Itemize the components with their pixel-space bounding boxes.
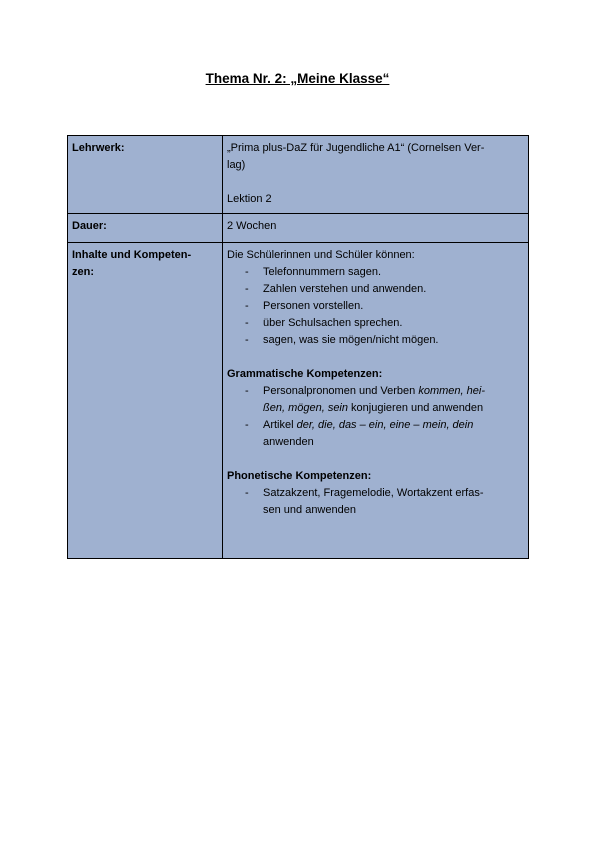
row-value-inhalte: [223, 243, 529, 559]
grammar-1-text-a: Personalpronomen und Verben: [263, 385, 419, 397]
row-value-lehrwerk: [223, 136, 529, 214]
grammar-2-text-a: Artikel: [263, 419, 297, 431]
list-item: - über Schulsachen sprechen.: [227, 315, 522, 332]
grammar-heading: Grammatische Kompetenzen:: [227, 368, 383, 380]
phonetic-list: [227, 485, 522, 519]
phonetic-1-line1: Satzakzent, Fragemelodie, Wortakzent erfas-: [263, 487, 484, 499]
textbook-lesson: Lektion 2: [227, 193, 272, 205]
phonetic-1-line2: sen und anwenden: [263, 504, 356, 516]
grammar-list: [227, 383, 522, 451]
list-item: - Telefonnummern sagen.: [227, 264, 522, 281]
phonetic-heading: Phonetische Kompetenzen:: [227, 470, 372, 482]
row-label-inhalte: [68, 243, 223, 559]
list-item: - Personen vorstellen.: [227, 298, 522, 315]
list-item: - sagen, was sie mögen/nicht mögen.: [227, 332, 522, 349]
table-row-lehrwerk: [68, 136, 529, 214]
grammar-2-italic-a: der, die, das – ein, eine – mein, dein: [296, 419, 474, 431]
list-item: - Zahlen verstehen und anwenden.: [227, 281, 522, 298]
textbook-title-line1: „Prima plus-DaZ für Jugendliche A1“ (Cornelsen Ver-: [227, 142, 485, 154]
grammar-1-italic-b: ßen, mögen, sein: [263, 402, 348, 414]
row-label-dauer: Dauer:: [68, 214, 223, 243]
row-value-dauer: 2 Wochen: [223, 214, 529, 243]
textbook-title-line2: lag): [227, 159, 246, 171]
lesson-plan-table: [67, 135, 529, 559]
page-title: Thema Nr. 2: „Meine Klasse“: [205, 71, 390, 86]
grammar-1-text-b: konjugieren und anwenden: [348, 402, 484, 414]
table-row-inhalte: [68, 243, 529, 559]
list-item: [227, 383, 522, 417]
inhalte-label-line1: Inhalte und Kompeten-: [72, 249, 192, 261]
inhalte-label-line2: zen:: [72, 266, 94, 278]
skills-list: [227, 264, 522, 349]
table-row-dauer: [68, 214, 529, 243]
list-item: [227, 485, 522, 519]
grammar-1-italic-a: kommen, hei-: [418, 385, 485, 397]
list-item: [227, 417, 522, 451]
competences-intro: Die Schülerinnen und Schüler können:: [227, 249, 415, 261]
grammar-2-text-b: anwenden: [263, 436, 314, 448]
row-label-lehrwerk: Lehrwerk:: [68, 136, 223, 214]
